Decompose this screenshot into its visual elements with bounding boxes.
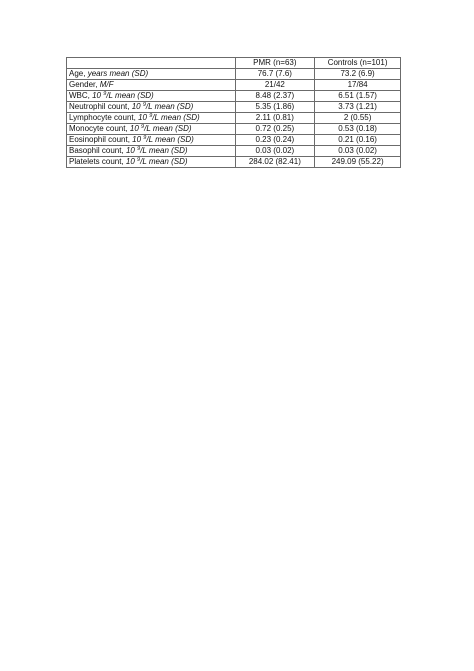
cell-controls: 0.53 (0.18) — [315, 124, 401, 135]
cell-pmr: 76.7 (7.6) — [235, 69, 315, 80]
table-row — [67, 157, 401, 168]
row-unit-exponent: 9 — [143, 135, 147, 141]
demographics-table — [66, 57, 401, 168]
cell-pmr: 8.48 (2.37) — [235, 91, 315, 102]
row-unit-rest: /L mean (SD) — [106, 91, 154, 100]
row-unit-text: 10 — [138, 113, 150, 122]
cell-pmr: 0.03 (0.02) — [235, 146, 315, 157]
row-label — [67, 80, 236, 91]
row-unit-text: M/F — [99, 80, 114, 89]
table-row — [67, 135, 401, 146]
cell-controls: 2 (0.55) — [315, 113, 401, 124]
header-row — [67, 58, 401, 69]
row-label — [67, 69, 236, 80]
row-unit-rest: /L mean (SD) — [144, 124, 192, 133]
row-unit-rest: /L mean (SD) — [145, 102, 194, 111]
cell-pmr: 21/42 — [235, 80, 315, 91]
row-label-text: Lymphocyte count, — [69, 113, 139, 122]
row-label — [67, 157, 236, 168]
row-unit-text: 10 — [125, 146, 138, 155]
table-row — [67, 124, 401, 135]
cell-pmr: 5.35 (1.86) — [235, 102, 315, 113]
table-header — [67, 58, 401, 69]
header-empty-cell — [67, 58, 236, 69]
table-row — [67, 113, 401, 124]
row-unit-exponent: 9 — [103, 91, 107, 97]
cell-controls: 0.03 (0.02) — [315, 146, 401, 157]
row-unit-rest: /L mean (SD) — [146, 135, 194, 144]
row-unit-text: years mean (SD) — [87, 69, 149, 78]
cell-pmr: 0.72 (0.25) — [235, 124, 315, 135]
header-pmr: PMR (n=63) — [235, 58, 315, 69]
row-label — [67, 91, 236, 102]
row-unit-rest: /L mean (SD) — [152, 113, 200, 122]
cell-controls: 73.2 (6.9) — [315, 69, 401, 80]
header-controls: Controls (n=101) — [315, 58, 401, 69]
row-label-text: Monocyte count, — [69, 124, 130, 133]
row-label — [67, 102, 236, 113]
cell-pmr: 284.02 (82.41) — [235, 157, 315, 168]
table-body — [67, 69, 401, 168]
row-unit-rest: /L mean (SD) — [140, 157, 188, 166]
row-unit-exponent: 9 — [137, 146, 141, 152]
row-label — [67, 113, 236, 124]
row-label — [67, 124, 236, 135]
cell-pmr: 0.23 (0.24) — [235, 135, 315, 146]
row-label-text: Platelets count, — [69, 157, 126, 166]
row-label-text: Neutrophil count, — [69, 102, 132, 111]
row-label-text: Eosinophil count, — [69, 135, 133, 144]
cell-controls: 3.73 (1.21) — [315, 102, 401, 113]
cell-controls: 249.09 (55.22) — [315, 157, 401, 168]
row-label-text: WBC, — [69, 91, 93, 100]
table-row — [67, 69, 401, 80]
row-unit-exponent: 9 — [137, 157, 141, 163]
table-row — [67, 102, 401, 113]
table-row — [67, 91, 401, 102]
row-label-text: Gender, — [69, 80, 100, 89]
row-unit-exponent: 9 — [149, 113, 153, 119]
cell-pmr: 2.11 (0.81) — [235, 113, 315, 124]
row-unit-rest: /L mean (SD) — [140, 146, 188, 155]
cell-controls: 0.21 (0.16) — [315, 135, 401, 146]
table-row — [67, 146, 401, 157]
row-unit-text: 10 — [92, 91, 104, 100]
row-unit-text: 10 — [125, 157, 138, 166]
cell-controls: 6.51 (1.57) — [315, 91, 401, 102]
row-label — [67, 135, 236, 146]
row-label-text: Basophil count, — [69, 146, 126, 155]
row-unit-text: 10 — [131, 102, 143, 111]
cell-controls: 17/84 — [315, 80, 401, 91]
row-unit-exponent: 9 — [142, 102, 146, 108]
row-unit-text: 10 — [129, 124, 142, 133]
table-row — [67, 80, 401, 91]
row-unit-text: 10 — [132, 135, 144, 144]
row-label — [67, 146, 236, 157]
row-unit-exponent: 9 — [141, 124, 145, 130]
row-label-text: Age, — [69, 69, 88, 78]
